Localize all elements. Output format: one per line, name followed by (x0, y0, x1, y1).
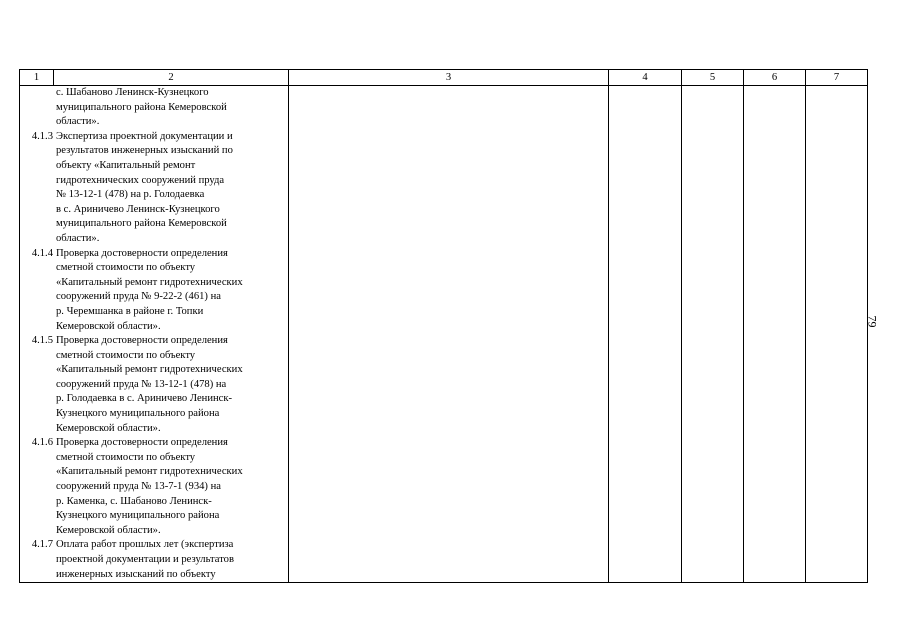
item-code: 4.1.5 (31, 335, 53, 347)
cell-col-4 (609, 86, 682, 583)
list-item (22, 436, 284, 538)
item-text: с. Шабаново Ленинск-Кузнецкого муниципального района Кемеровской области». (56, 87, 227, 128)
item-text: Проверка достоверности определения сметной стоимости по объекту «Капитальный ремонт гидротехнических сооружений пруда № 13-12-1 (478) на р. Голодаевка в с. Ариничево Ленинск- Кузнецкого муниципального района Кемеровской области». (56, 335, 243, 434)
list-item (22, 247, 284, 335)
items-cell (20, 86, 289, 583)
table-header-row (20, 70, 868, 86)
entries-list (22, 86, 286, 582)
list-item (22, 86, 284, 130)
column-header-6: 6 (744, 70, 806, 86)
item-code: 4.1.7 (31, 539, 53, 551)
cell-col-7 (806, 86, 868, 583)
budget-table (19, 69, 868, 583)
list-item (22, 130, 284, 247)
column-header-7: 7 (806, 70, 868, 86)
column-header-3: 3 (289, 70, 609, 86)
cell-col-3 (289, 86, 609, 583)
column-header-1: 1 (20, 70, 54, 86)
cell-col-6 (744, 86, 806, 583)
list-item (22, 334, 284, 436)
item-code: 4.1.4 (31, 247, 53, 259)
item-code: 4.1.6 (31, 437, 53, 449)
item-code: 4.1.3 (31, 130, 53, 142)
item-text: Проверка достоверности определения сметной стоимости по объекту «Капитальный ремонт гидротехнических сооружений пруда № 9-22-2 (461) на р. Черемшанка в районе г. Топки Кемеровской области». (56, 247, 243, 332)
column-header-2: 2 (54, 70, 289, 86)
cell-col-5 (682, 86, 744, 583)
item-text: Проверка достоверности определения сметной стоимости по объекту «Капитальный ремонт гидротехнических сооружений пруда № 13-7-1 (934) на р. Каменка, с. Шабаново Ленинск- Кузнецкого муниципального района Кемеровской области». (56, 437, 243, 536)
page-number: 79 (865, 315, 880, 328)
item-text: Оплата работ прошлых лет (экспертиза проектной документации и результатов инженерных изысканий по объекту (56, 539, 234, 580)
list-item (22, 538, 284, 582)
column-header-5: 5 (682, 70, 744, 86)
item-text: Экспертиза проектной документации и результатов инженерных изысканий по объекту «Капитальный ремонт гидротехнических сооружений пруда № 13-12-1 (478) на р. Голодаевка в с. Ариничево Ленинск-Кузнецкого муниципального района Кемеровской области». (56, 130, 233, 244)
item-code (22, 86, 56, 130)
table-body-row (20, 86, 868, 583)
column-header-4: 4 (609, 70, 682, 86)
